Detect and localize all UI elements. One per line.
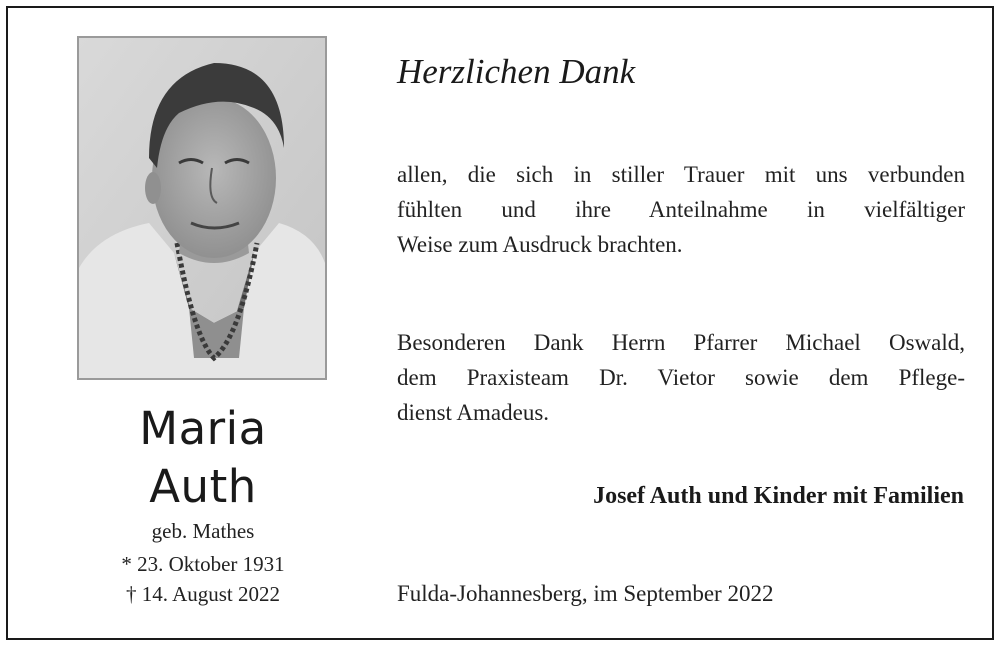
deceased-last-name: Auth <box>149 460 257 513</box>
family-signature: Josef Auth und Kinder mit Familien <box>593 483 964 509</box>
place-and-date: Fulda-Johannesberg, im September 2022 <box>397 581 774 606</box>
special-thanks-line: Besonderen Dank Herrn Pfarrer Michael Oswald, <box>397 330 965 355</box>
deceased-first-name: Maria <box>139 402 267 455</box>
thanks-line: allen, die sich in stiller Trauer mit uns verbunden <box>397 162 965 187</box>
birth-name: geb. Mathes <box>151 519 255 543</box>
thanks-line: Weise zum Ausdruck brachten. <box>397 232 683 257</box>
special-thanks-paragraph <box>397 325 965 430</box>
death-date: † 14. August 2022 <box>125 582 280 606</box>
special-thanks-line: dienst Amadeus. <box>397 400 550 425</box>
birth-date: * 23. Oktober 1931 <box>121 552 285 576</box>
special-thanks-line: dem Praxisteam Dr. Vietor sowie dem Pflege- <box>397 365 965 390</box>
notice-heading: Herzlichen Dank <box>397 52 636 91</box>
thanks-paragraph <box>397 157 965 262</box>
portrait-photo <box>77 36 327 380</box>
thanks-line: fühlten und ihre Anteilnahme in vielfältiger <box>397 197 965 222</box>
